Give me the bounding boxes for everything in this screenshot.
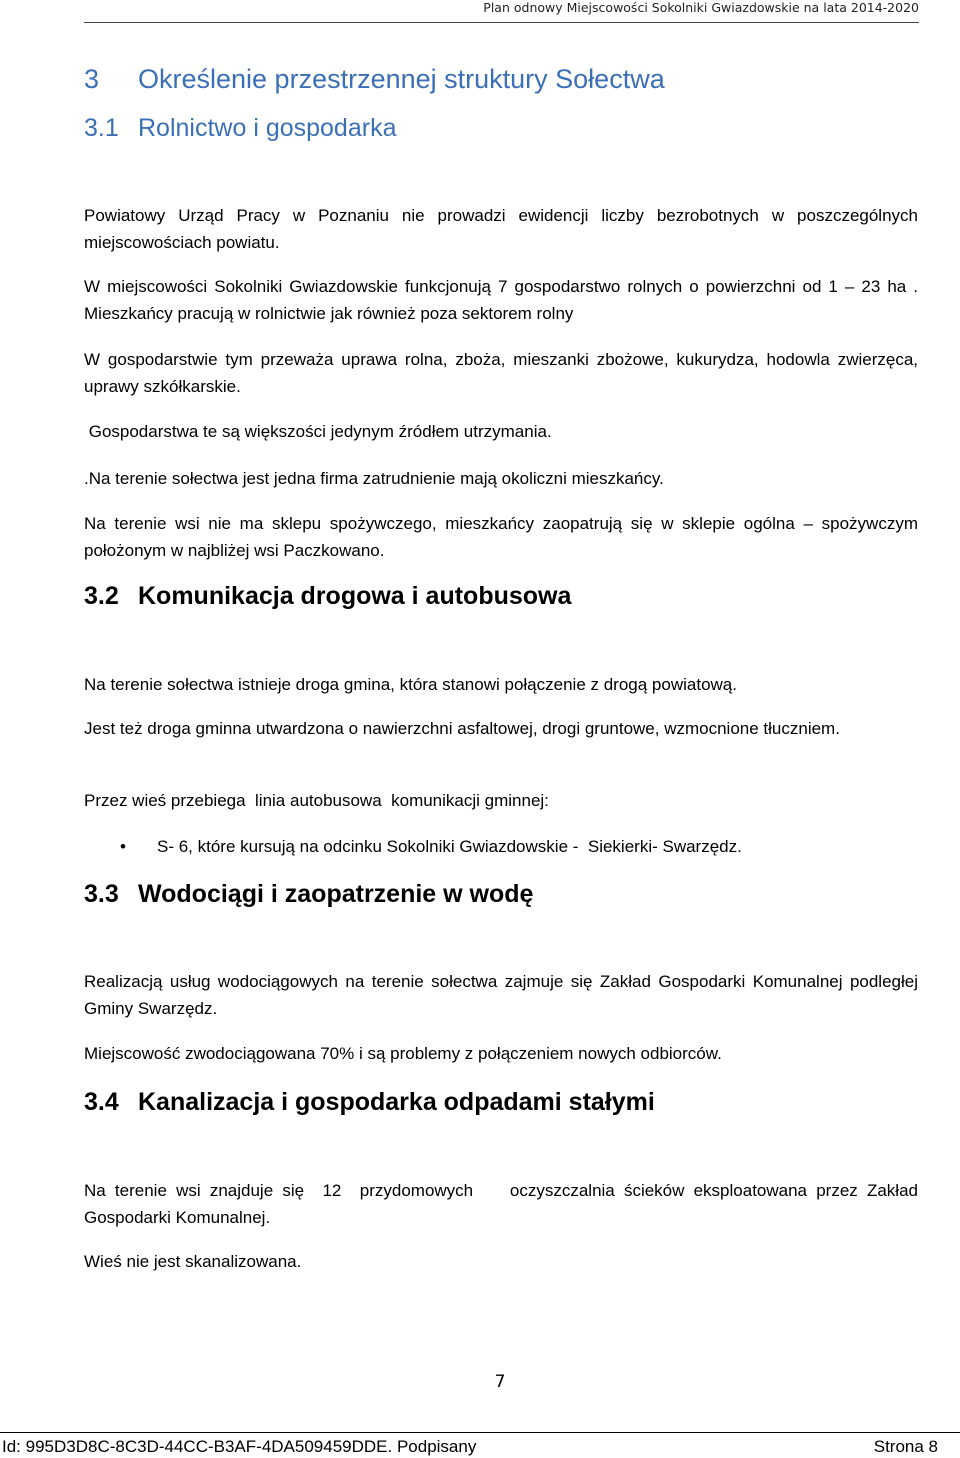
- paragraph-s31-5: .Na terenie sołectwa jest jedna firma zatrudnienie mają okoliczni mieszkańcy.: [84, 469, 664, 488]
- header-rule: [84, 22, 919, 23]
- paragraph-s31-4: Gospodarstwa te są większości jedynym źródłem utrzymania.: [84, 422, 552, 441]
- paragraph-s31-2: W miejscowości Sokolniki Gwiazdowskie funkcjonują 7 gospodarstwo rolnych o powierzchni od 1 – 23 ha . Mieszkańcy pracują w rolnictwie jak również poza sektorem rolny: [84, 277, 918, 323]
- paragraph-s34-1: Na terenie wsi znajduje się 12 przydomowych oczyszczalnia ścieków eksploatowana przez Zakład Gospodarki Komunalnej.: [84, 1181, 923, 1227]
- page-number: 7: [494, 1372, 506, 1392]
- section-3-1-number: 3.1: [84, 114, 119, 142]
- section-3-2-number: 3.2: [84, 582, 119, 610]
- bullet-icon: •: [120, 837, 126, 856]
- section-3-title: Określenie przestrzennej struktury Sołectwa: [138, 64, 665, 94]
- running-header: Plan odnowy Miejscowości Sokolniki Gwiazdowskie na lata 2014-2020: [483, 0, 919, 15]
- section-3-2-heading: [84, 582, 571, 611]
- section-3-1-heading: [84, 114, 396, 143]
- section-3-3-heading: [84, 880, 533, 909]
- section-3-4-heading: [84, 1088, 655, 1117]
- paragraph-s32-3: Przez wieś przebiega linia autobusowa komunikacji gminnej:: [84, 791, 549, 810]
- section-3-number: 3: [84, 64, 100, 94]
- bus-line-text: S- 6, które kursują na odcinku Sokolniki Gwiazdowskie - Siekierki- Swarzędz.: [157, 837, 742, 856]
- footer-page-label: Strona 8: [873, 1437, 938, 1456]
- section-3-3-title: Wodociągi i zaopatrzenie w wodę: [138, 880, 534, 908]
- section-3-2-title: Komunikacja drogowa i autobusowa: [138, 582, 572, 610]
- paragraph-s32-2: Jest też droga gminna utwardzona o nawierzchni asfaltowej, drogi gruntowe, wzmocnione tłuczniem.: [84, 719, 840, 738]
- paragraph-s31-6: Na terenie wsi nie ma sklepu spożywczego, mieszkańcy zaopatrują się w sklepie ogólna – spożywczym położonym w najbliżej wsi Paczkowano.: [84, 514, 918, 560]
- footer-document-id: Id: 995D3D8C-8C3D-44CC-B3AF-4DA509459DDE. Podpisany: [2, 1437, 477, 1456]
- section-3-heading: [84, 64, 665, 95]
- section-3-1-title: Rolnictwo i gospodarka: [138, 114, 397, 142]
- paragraph-s32-1: Na terenie sołectwa istnieje droga gmina, która stanowi połączenie z drogą powiatową.: [84, 675, 737, 694]
- paragraph-s31-3: W gospodarstwie tym przeważa uprawa rolna, zboża, mieszanki zbożowe, kukurydza, hodowla zwierzęca, uprawy szkółkarskie.: [84, 350, 918, 396]
- section-3-4-number: 3.4: [84, 1088, 119, 1116]
- paragraph-s33-1: Realizacją usług wodociągowych na terenie sołectwa zajmuje się Zakład Gospodarki Komunalnej podległej Gminy Swarzędz.: [84, 972, 918, 1018]
- paragraph-s33-2: Miejscowość zwodociągowana 70% i są problemy z połączeniem nowych odbiorców.: [84, 1044, 722, 1063]
- footer-rule: [0, 1432, 960, 1433]
- section-3-4-title: Kanalizacja i gospodarka odpadami stałymi: [138, 1088, 655, 1116]
- section-3-3-number: 3.3: [84, 880, 119, 908]
- paragraph-s31-1: Powiatowy Urząd Pracy w Poznaniu nie prowadzi ewidencji liczby bezrobotnych w poszczególnych miejscowościach powiatu.: [84, 206, 918, 252]
- paragraph-s34-2: Wieś nie jest skanalizowana.: [84, 1252, 302, 1271]
